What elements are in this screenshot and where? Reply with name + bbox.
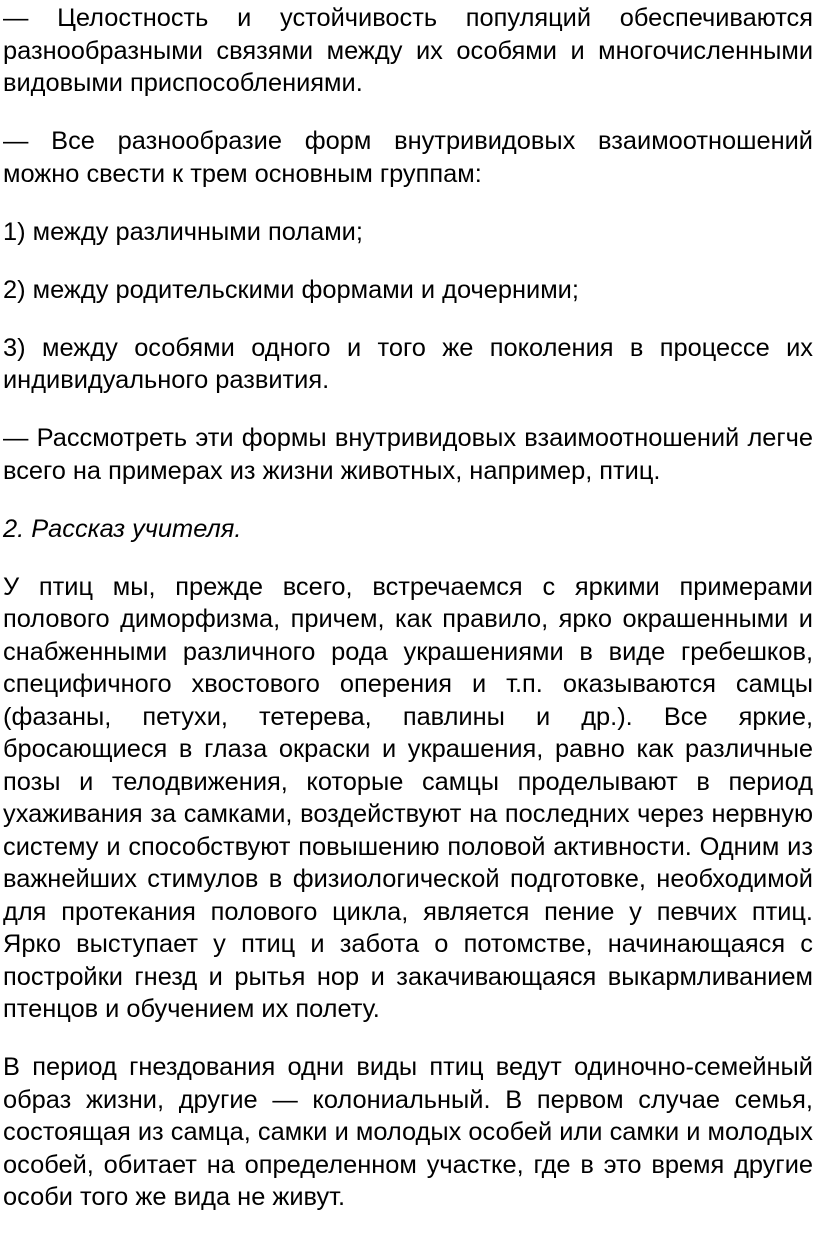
- paragraph-nesting-period: В период гнездования одни виды птиц ведут одиночно-семейный образ жизни, другие — колониальный. В первом случае семья, состоящая из самца, самки и молодых особей или самки и молодых особей, обитает на определенном участке, где в это время другие особи того же вида не живут.: [3, 1053, 813, 1211]
- paragraph-sexual-dimorphism: У птиц мы, прежде всего, встречаемся с яркими примерами полового диморфизма, причем, как правило, ярко окрашенными и снабженными различного рода украшениями в виде гребешков, специфичного хвостового оперения и т.п. оказываются самцы (фазаны, петухи, тетерева, павлины и др.). Все яркие, бросающиеся в глаза окраски и украшения, равно как различные позы и телодвижения, которые самцы проделывают в период ухаживания за самками, воздействуют на последних через нервную систему и способствуют повышению половой активности. Одним из важнейших стимулов в физиологической подготовке, необходимой для протекания полового цикла, является пение у певчих птиц. Ярко выступает у птиц и забота о потомстве, начинающаяся с постройки гнезд и рытья нор и закачивающаяся выкармливанием птенцов и обучением их полету.: [3, 572, 813, 1023]
- list-item-same-generation: 3) между особями одного и того же поколения в процессе их индивидуального развития.: [3, 333, 813, 394]
- list-item-parents-offspring: 2) между родительскими формами и дочерними;: [3, 275, 579, 304]
- paragraph-population-integrity: — Целостность и устойчивость популяций обеспечиваются разнообразными связями между их особями и многочисленными видовыми приспособлениями.: [3, 4, 813, 97]
- paragraph-bird-examples: — Рассмотреть эти формы внутривидовых взаимоотношений легче всего на примерах из жизни животных, например, птиц.: [3, 424, 813, 485]
- paragraph-relationship-groups: — Все разнообразие форм внутривидовых взаимоотношений можно свести к трем основным группам:: [3, 127, 813, 188]
- section-heading-teacher-story: 2. Рассказ учителя.: [3, 514, 242, 543]
- list-item-between-sexes: 1) между различными полами;: [3, 217, 363, 246]
- document-page: [3, 2, 813, 1239]
